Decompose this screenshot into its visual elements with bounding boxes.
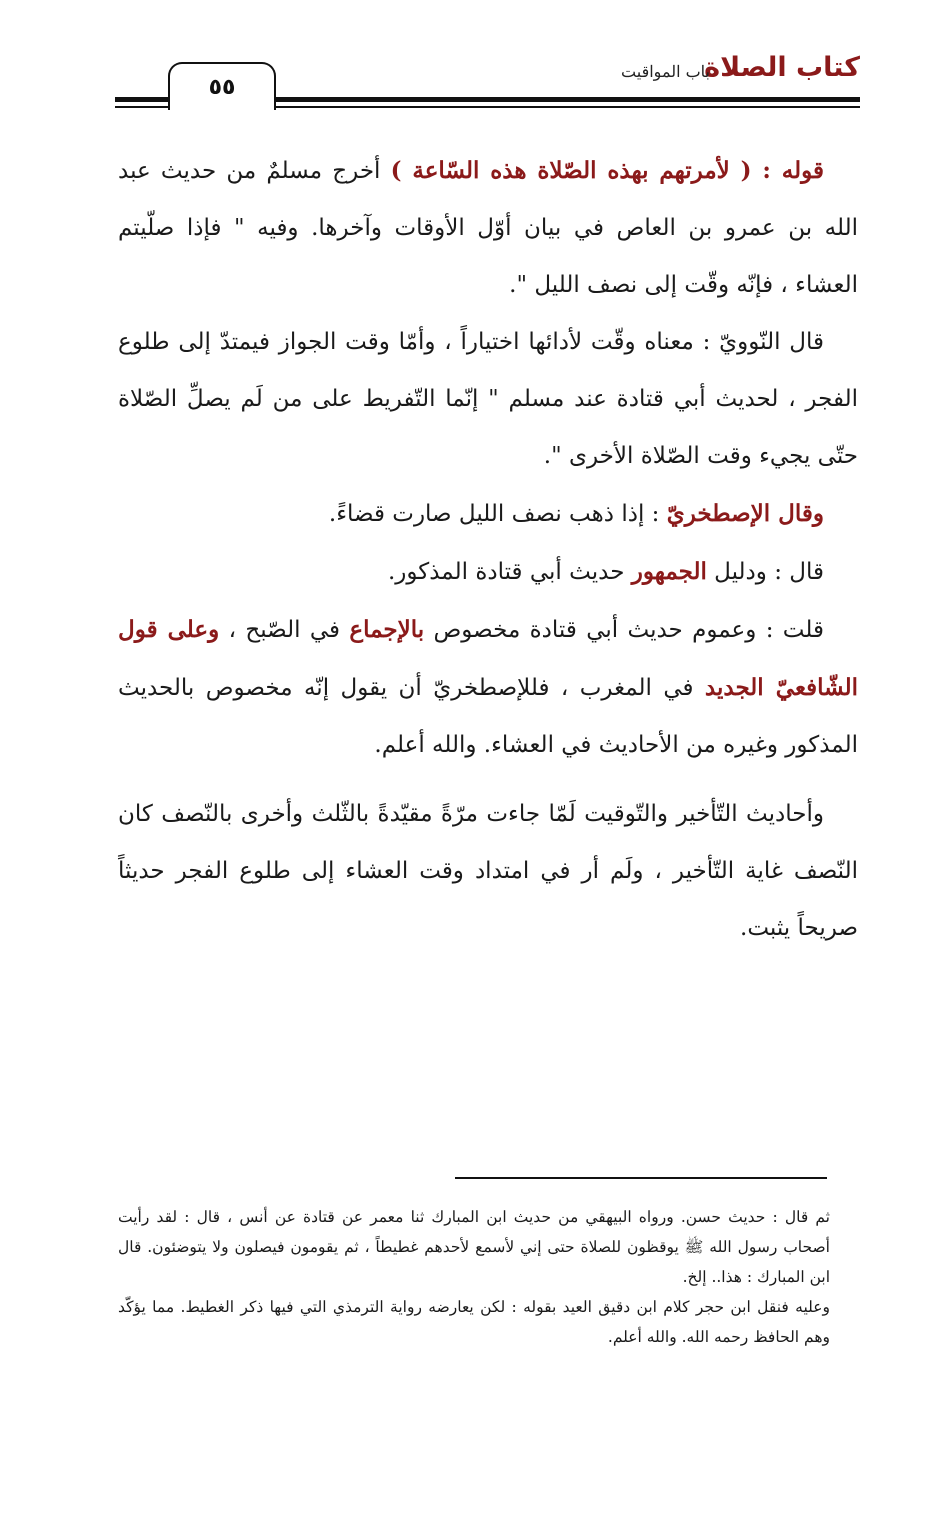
paragraph-2-text: قال النّوويّ : معناه وقّت لأدائها اختياراً ، وأمّا وقت الجواز فيمتدّ إلى طلوع الفجر ، لحديث أبي قتادة عند مسلم " إنّما التّفريط على من لَم يصلِّ الصّلاة حتّى يجيء وقت الصّلاة الأخرى ".: [118, 329, 858, 469]
paragraph-3: [118, 485, 858, 543]
jumhur-label: الجمهور: [631, 558, 707, 585]
footnotes: [118, 1202, 830, 1352]
paragraph-5-post: في المغرب ، فللإصطخريّ أن يقول إنّه مخصوص بالحديث المذكور وغيره من الأحاديث في العشاء. والله أعلم.: [118, 675, 858, 758]
paragraph-spacer: [118, 774, 858, 786]
footnote-2: وعليه فنقل ابن حجر كلام ابن دقيق العيد بقوله : لكن يعارضه رواية الترمذي التي فيها ذكر الغطيط. مما يؤكّد وهم الحافظ رحمه الله. والله أعلم.: [118, 1298, 830, 1346]
book-title: كتاب الصلاة: [704, 52, 860, 83]
paragraph-4-pre: قال : ودليل: [706, 559, 824, 585]
chapter-title: باب المواقيت: [621, 62, 710, 81]
paragraph-5-mid: في الصّبح ،: [219, 617, 350, 643]
paragraph-1-text: أخرج مسلمٌ من حديث عبد الله بن عمرو بن العاص في بيان أوّل الأوقات وآخرها. وفيه " فإذا صلّيتم العشاء ، فإنّه وقّت إلى نصف الليل ".: [118, 158, 858, 298]
shafii-label: وعلى قول الشّافعيّ الجديد: [118, 616, 858, 701]
istakhri-label: وقال الإصطخريّ: [666, 500, 824, 527]
page-number: ٥٥: [168, 62, 276, 110]
ijma-label: بالإجماع: [349, 616, 425, 643]
paragraph-6-text: وأحاديث التّأخير والتّوقيت لَمّا جاءت مرّةً مقيّدةً بالثّلث وأخرى بالنّصف كان النّصف غاية التّأخير ، ولَم أر في امتداد وقت العشاء إلى طلوع الفجر حديثاً صريحاً يثبت.: [118, 801, 858, 941]
paragraph-5: [118, 601, 858, 774]
paragraph-3-text: : إذا ذهب نصف الليل صارت قضاءً.: [328, 501, 667, 527]
footnote-separator: [455, 1177, 827, 1179]
paragraph-1: [118, 142, 858, 314]
quoted-phrase: قوله : ( لأمرتهم بهذه الصّلاة هذه السّاعة ): [390, 157, 824, 184]
paragraph-2: [118, 314, 858, 485]
main-text: [118, 142, 858, 957]
paragraph-5-pre: قلت : وعموم حديث أبي قتادة مخصوص: [424, 617, 824, 643]
paragraph-4: [118, 543, 858, 601]
footnote-1: ثم قال : حديث حسن. ورواه البيهقي من حديث ابن المبارك ثنا معمر عن قتادة عن أنس ، قال : لقد رأيت أصحاب رسول الله ﷺ يوقظون للصلاة حتى إني لأسمع لأحدهم غطيطاً ، ثم يقومون فيصلون ولا يتوضئون. قال ابن المبارك : هذا.. إلخ.: [118, 1208, 830, 1286]
paragraph-4-post: حديث أبي قتادة المذكور.: [387, 559, 632, 585]
paragraph-6: [118, 786, 858, 957]
